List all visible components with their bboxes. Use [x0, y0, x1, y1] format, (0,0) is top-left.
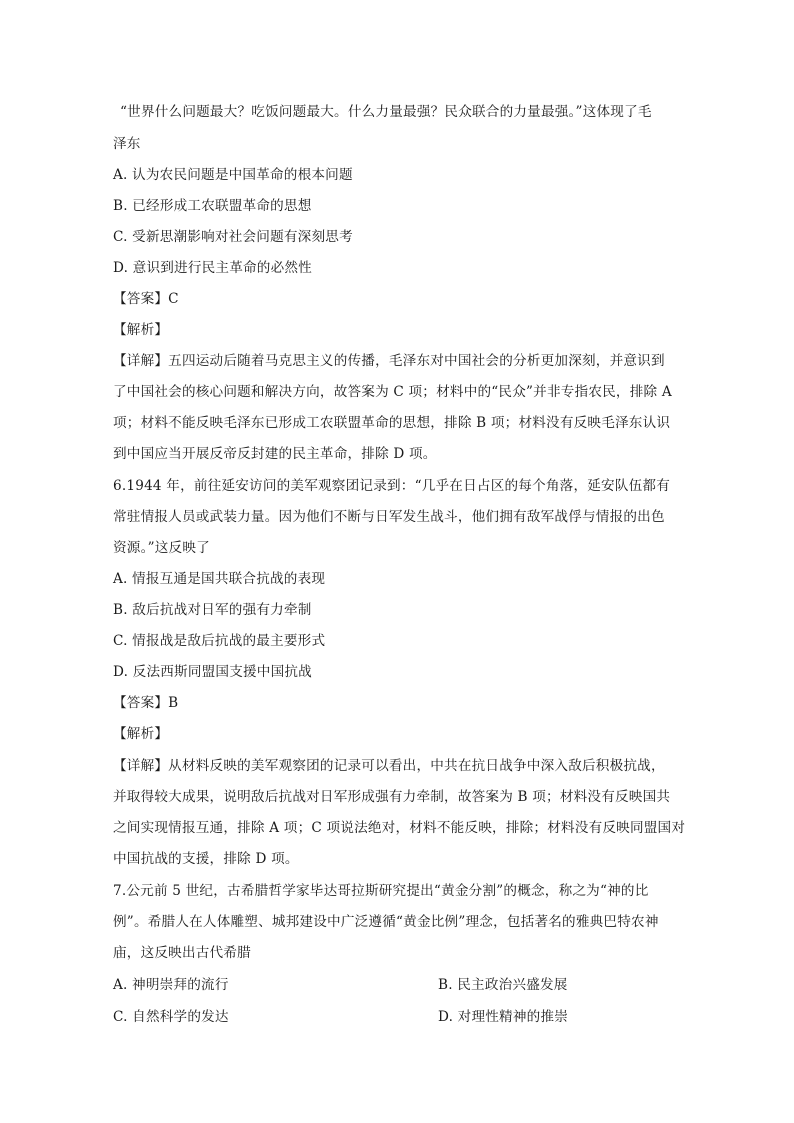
q6-stem-line-1: 6.1944 年，前往延安访问的美军观察团记录到：“几乎在日占区的每个角落，延安队伍都有 [113, 478, 671, 494]
q7-option-b: B. 民主政治兴盛发展 [438, 977, 568, 993]
q6-detail-line-4: 中国抗战的支援，排除 D 项。 [113, 851, 299, 867]
q6-detail-line-3: 之间实现情报互通，排除 A 项；C 项说法绝对，材料不能反映，排除；材料没有反映同盟国对 [113, 820, 686, 836]
q5-detail-line-1: 【详解】五四运动后随着马克思主义的传播，毛泽东对中国社会的分析更加深刻，并意识到 [113, 353, 665, 369]
q6-answer: 【答案】B [113, 695, 179, 711]
q7-stem-line-2: 例”。希腊人在人体雕塑、城邦建设中广泛遵循“黄金比例”理念，包括著名的雅典巴特农神 [113, 914, 659, 930]
q6-option-b: B. 敌后抗战对日军的强有力牵制 [113, 602, 312, 618]
q7-stem-line-3: 庙，这反映出古代希腊 [113, 945, 251, 961]
q6-stem-line-3: 资源。”这反映了 [113, 540, 210, 556]
q5-stem-line-2: 泽东 [113, 136, 141, 152]
q6-option-c: C. 情报战是敌后抗战的最主要形式 [113, 633, 326, 649]
q5-detail-line-4: 到中国应当开展反帝反封建的民主革命，排除 D 项。 [113, 446, 437, 462]
q5-option-d: D. 意识到进行民主革命的必然性 [113, 260, 312, 276]
q5-answer: 【答案】C [113, 291, 179, 307]
q7-option-d: D. 对理性精神的推崇 [438, 1009, 569, 1025]
q6-detail-line-1: 【详解】从材料反映的美军观察团的记录可以看出，中共在抗日战争中深入敌后积极抗战， [113, 758, 665, 774]
q7-option-a: A. 神明崇拜的流行 [113, 977, 229, 993]
q7-stem-line-1: 7.公元前 5 世纪，古希腊哲学家毕达哥拉斯研究提出“黄金分割”的概念，称之为“神的比 [113, 883, 649, 899]
q6-analysis-label: 【解析】 [113, 726, 169, 742]
q5-option-b: B. 已经形成工农联盟革命的思想 [113, 198, 312, 214]
q6-detail-line-2: 并取得较大成果，说明敌后抗战对日军形成强有力牵制，故答案为 B 项；材料没有反映国共 [113, 789, 671, 805]
q5-option-c: C. 受新思潮影响对社会问题有深刻思考 [113, 229, 353, 245]
q5-option-a: A. 认为农民问题是中国革命的根本问题 [113, 167, 353, 183]
q7-option-c: C. 自然科学的发达 [113, 1009, 229, 1025]
q6-stem-line-2: 常驻情报人员或武装力量。因为他们不断与日军发生战斗，他们拥有敌军战俘与情报的出色 [113, 509, 665, 525]
q6-option-d: D. 反法西斯同盟国支援中国抗战 [113, 664, 312, 680]
q5-detail-line-2: 了中国社会的核心问题和解决方向，故答案为 C 项；材料中的“民众”并非专指农民，排除 A [113, 384, 672, 400]
q5-detail-line-3: 项；材料不能反映毛泽东已形成工农联盟革命的思想，排除 B 项；材料没有反映毛泽东认识 [113, 415, 671, 431]
q6-option-a: A. 情报互通是国共联合抗战的表现 [113, 571, 326, 587]
q5-analysis-label: 【解析】 [113, 322, 169, 338]
q5-stem-line-1: “世界什么问题最大？吃饭问题最大。什么力量最强？民众联合的力量最强。”这体现了毛 [120, 104, 652, 120]
